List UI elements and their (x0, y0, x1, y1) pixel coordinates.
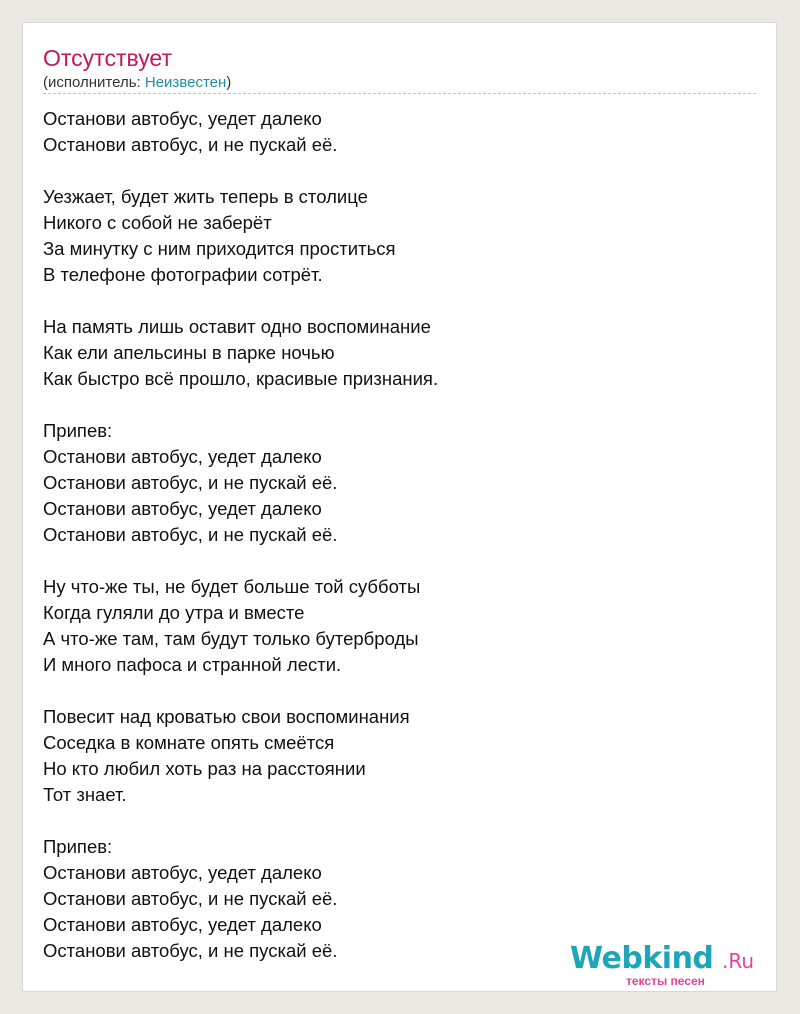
lyric-line: Останови автобус, уедет далеко (43, 914, 322, 935)
artist-line (43, 73, 231, 93)
lyrics-body (43, 106, 756, 964)
lyric-line: Как быстро всё прошло, красивые признания. (43, 368, 439, 389)
stanza-gap (43, 392, 756, 418)
logo-tagline: тексты песен (626, 974, 705, 988)
lyric-line: Останови автобус, уедет далеко (43, 108, 322, 129)
stanza-gap (43, 678, 756, 704)
logo-word: Webkind (570, 941, 714, 976)
lyric-line: Останови автобус, уедет далеко (43, 498, 322, 519)
lyric-line: Когда гуляли до утра и вместе (43, 602, 305, 623)
lyric-line: Останови автобус, уедет далеко (43, 446, 322, 467)
lyric-line: Ну что-же ты, не будет больше той субботы (43, 576, 421, 597)
lyric-line: Останови автобус, и не пускай её. (43, 940, 338, 961)
stanza-gap (43, 808, 756, 834)
song-title: Отсутствует (43, 45, 172, 71)
lyrics-card (22, 22, 777, 992)
lyric-line: Припев: (43, 420, 113, 441)
lyric-line: Тот знает. (43, 784, 127, 805)
lyric-line: Соседка в комнате опять смеётся (43, 732, 335, 753)
lyric-line: Повесит над кроватью свои воспоминания (43, 706, 410, 727)
lyric-line: Останови автобус, уедет далеко (43, 862, 322, 883)
artist-prefix: (исполнитель: (43, 74, 145, 91)
artist-suffix: ) (226, 74, 232, 91)
artist-link[interactable]: Неизвестен (144, 74, 227, 91)
lyric-line: И много пафоса и странной лести. (43, 654, 342, 675)
lyric-line: Уезжает, будет жить теперь в столице (43, 186, 368, 207)
stanza-gap (43, 288, 756, 314)
title-divider (43, 93, 756, 94)
logo-tld: .Ru (722, 949, 755, 973)
stanza-gap (43, 548, 756, 574)
lyric-line: В телефоне фотографии сотрёт. (43, 264, 323, 285)
lyric-line: За минутку с ним приходится проститься (43, 238, 396, 259)
lyric-line: Останови автобус, и не пускай её. (43, 524, 338, 545)
lyric-line: Останови автобус, и не пускай её. (43, 472, 338, 493)
site-logo[interactable] (570, 941, 770, 991)
stanza-gap (43, 158, 756, 184)
lyric-line: А что-же там, там будут только бутерброды (43, 628, 419, 649)
lyric-line: Как ели апельсины в парке ночью (43, 342, 335, 363)
lyric-line: Никого с собой не заберёт (43, 212, 272, 233)
lyric-line: Но кто любил хоть раз на расстоянии (43, 758, 366, 779)
lyric-line: Припев: (43, 836, 113, 857)
lyric-line: Останови автобус, и не пускай её. (43, 134, 338, 155)
lyric-line: На память лишь оставит одно воспоминание (43, 316, 431, 337)
lyric-line: Останови автобус, и не пускай её. (43, 888, 338, 909)
